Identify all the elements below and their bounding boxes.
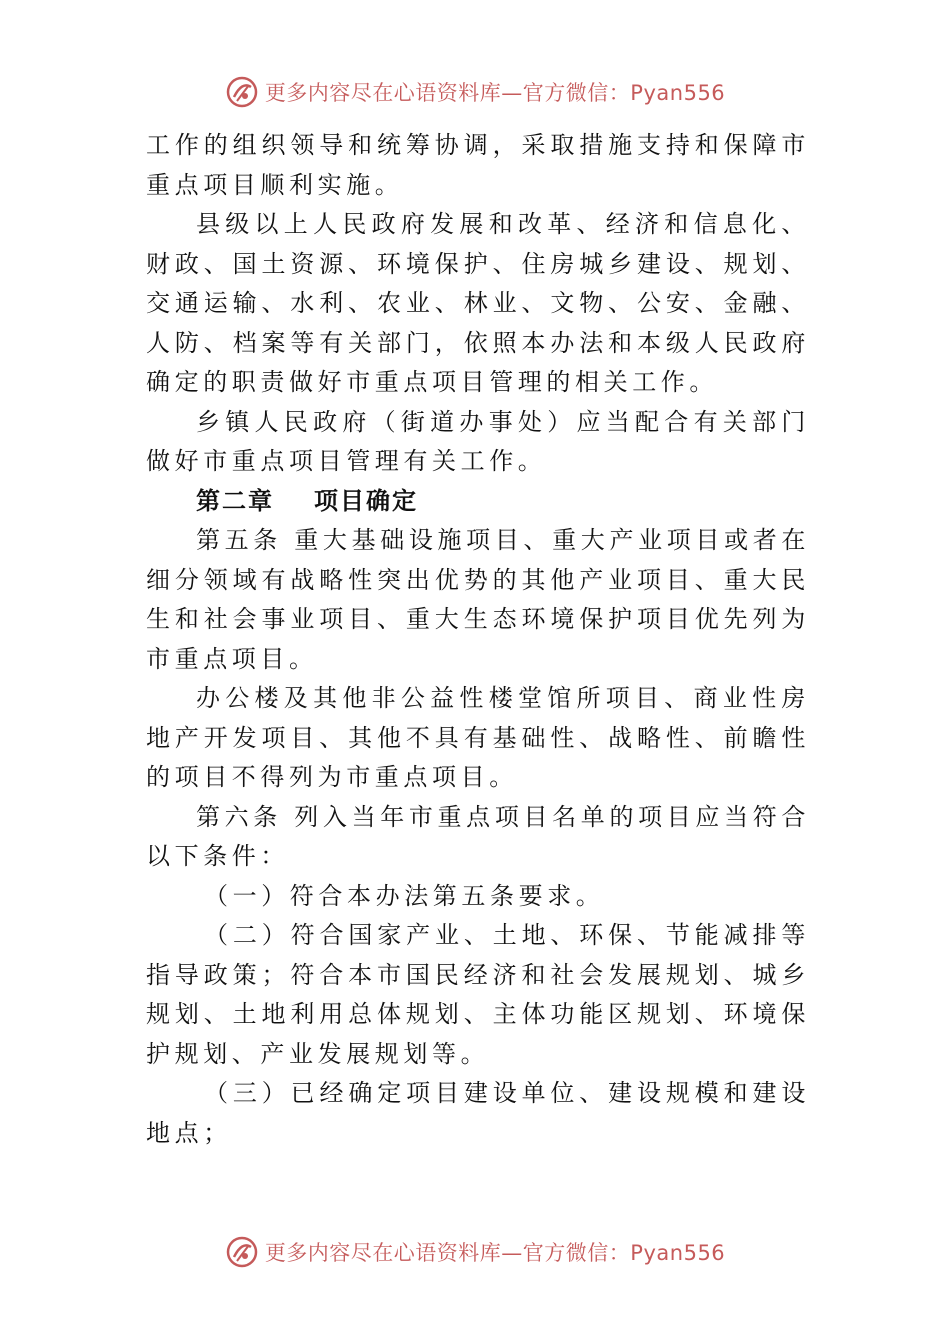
watermark-text: 更多内容尽在心语资料库—官方微信：Pyan556 (264, 81, 726, 105)
chapter-heading (146, 482, 810, 522)
paragraph-departments: 县级以上人民政府发展和改革、经济和信息化、财政、国土资源、环境保护、住房城乡建设、规划、交通运输、水利、农业、林业、文物、公安、金融、人防、档案等有关部门，依照本办法和本级人民政府确定的职责做好市重点项目管理的相关工作。 (146, 210, 810, 396)
article-6: 第六条 列入当年市重点项目名单的项目应当符合以下条件： (146, 802, 810, 870)
chapter-title: 项目确定 (314, 486, 418, 515)
watermark-text: 更多内容尽在心语资料库—官方微信：Pyan556 (264, 1241, 726, 1265)
paragraph-township: 乡镇人民政府（街道办事处）应当配合有关部门做好市重点项目管理有关工作。 (146, 407, 810, 475)
document-body (146, 126, 810, 1153)
article-5: 第五条 重大基础设施项目、重大产业项目或者在细分领域有战略性突出优势的其他产业项目、重大民生和社会事业项目、重大生态环境保护项目优先列为市重点项目。 (146, 526, 810, 673)
watermark-header (0, 72, 950, 112)
watermark-logo-icon (225, 1235, 259, 1269)
condition-item-2: （二）符合国家产业、土地、环保、节能减排等指导政策；符合本市国民经济和社会发展规划、城乡规划、土地利用总体规划、主体功能区规划、环境保护规划、产业发展规划等。 (146, 921, 810, 1068)
paragraph-continued: 工作的组织领导和统筹协调，采取措施支持和保障市重点项目顺利实施。 (146, 131, 810, 199)
condition-item-3: （三）已经确定项目建设单位、建设规模和建设地点； (146, 1079, 810, 1147)
watermark-footer (0, 1232, 950, 1272)
article-5-exclusions: 办公楼及其他非公益性楼堂馆所项目、商业性房地产开发项目、其他不具有基础性、战略性、前瞻性的项目不得列为市重点项目。 (146, 684, 810, 791)
watermark-logo-icon (225, 75, 259, 109)
chapter-number: 第二章 (196, 486, 274, 515)
condition-item-1: （一）符合本办法第五条要求。 (204, 881, 605, 910)
